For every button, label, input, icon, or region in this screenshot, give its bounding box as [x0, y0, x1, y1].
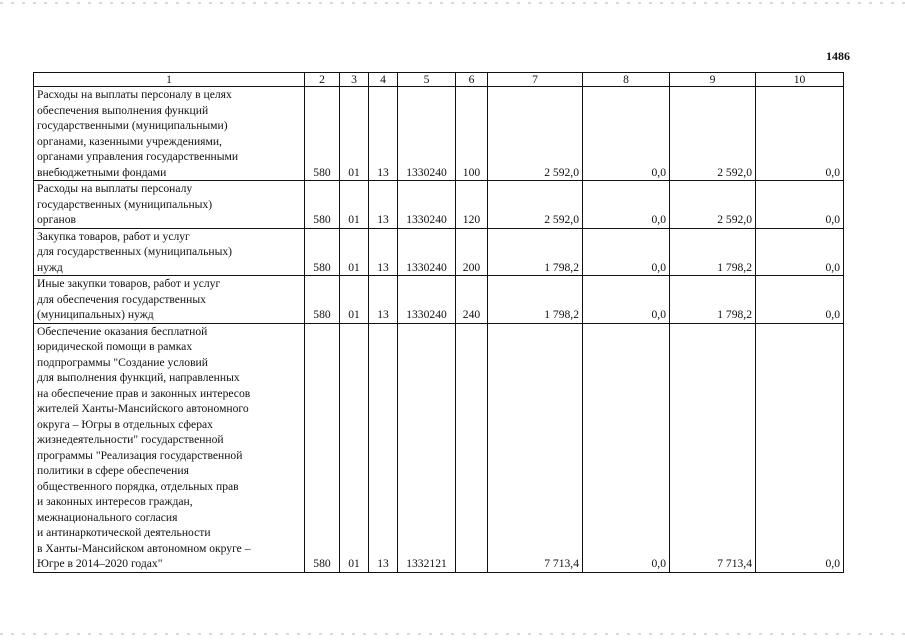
- expense-name-line: Закупка товаров, работ и услуг: [37, 229, 190, 243]
- expense-name-line: на обеспечение прав и законных интересов: [37, 386, 251, 400]
- expense-name-cell: [34, 323, 305, 572]
- expense-name-line: (муниципальных) нужд: [37, 308, 154, 321]
- amount-col9-cell: 1 798,2: [670, 228, 756, 276]
- expense-name-line: государственных (муниципальных): [37, 197, 213, 211]
- amount-total-cell: 1 798,2: [488, 276, 583, 324]
- amount-col8-cell: 0,0: [583, 87, 670, 181]
- amount-col10-cell: 0,0: [756, 276, 844, 324]
- expense-name-line: обеспечения выполнения функций: [37, 103, 209, 117]
- subsection-code-cell: 13: [369, 323, 398, 572]
- column-header: 1: [34, 73, 305, 87]
- section-code-cell: 01: [340, 228, 369, 276]
- amount-total-cell: 2 592,0: [488, 87, 583, 181]
- expense-name-line: Расходы на выплаты персоналу в целях: [37, 88, 232, 101]
- section-code-cell: 01: [340, 181, 369, 229]
- expense-name-cell: [34, 228, 305, 276]
- expense-name-line: внебюджетными фондами: [37, 165, 167, 179]
- amount-col9-cell: 2 592,0: [670, 181, 756, 229]
- column-header: 10: [756, 73, 844, 87]
- header-row: [34, 73, 844, 87]
- admin-code-cell: 580: [305, 276, 340, 324]
- expense-name-line: для выполнения функций, направленных: [37, 371, 240, 384]
- expense-name-line: и антинаркотической деятельности: [37, 526, 211, 539]
- subsection-code-cell: 13: [369, 276, 398, 324]
- amount-total-cell: 2 592,0: [488, 181, 583, 229]
- amount-total-cell: 1 798,2: [488, 228, 583, 276]
- expense-name-line: в Ханты-Мансийском автономном округе –: [37, 541, 251, 555]
- expense-name-line: Иные закупки товаров, работ и услуг: [37, 277, 221, 290]
- expense-name-line: общественного порядка, отдельных прав: [37, 479, 239, 493]
- expense-name-line: межнационального согласия: [37, 510, 178, 524]
- target-article-cell: 1332121: [398, 323, 456, 572]
- amount-col9-cell: 7 713,4: [670, 323, 756, 572]
- expense-name-line: для обеспечения государственных: [37, 292, 206, 306]
- expense-name-cell: [34, 181, 305, 229]
- amount-col10-cell: 0,0: [756, 228, 844, 276]
- column-header: 2: [305, 73, 340, 87]
- subsection-code-cell: 13: [369, 87, 398, 181]
- expense-name-line: нужд: [37, 260, 63, 274]
- column-header: 4: [369, 73, 398, 87]
- scan-artifact-bottom: [0, 633, 905, 635]
- table-row: [34, 228, 844, 276]
- admin-code-cell: 580: [305, 87, 340, 181]
- column-header: 6: [456, 73, 488, 87]
- column-header: 3: [340, 73, 369, 87]
- section-code-cell: 01: [340, 87, 369, 181]
- expense-name-line: Обеспечение оказания бесплатной: [37, 324, 208, 338]
- table-row: [34, 276, 844, 324]
- amount-col10-cell: 0,0: [756, 87, 844, 181]
- amount-col8-cell: 0,0: [583, 276, 670, 324]
- expense-name-line: органами управления государственными: [37, 150, 239, 163]
- column-header: 7: [488, 73, 583, 87]
- amount-col8-cell: 0,0: [583, 228, 670, 276]
- column-header: 9: [670, 73, 756, 87]
- expense-name-line: Расходы на выплаты персоналу: [37, 182, 193, 195]
- expense-type-cell: 120: [456, 181, 488, 229]
- column-header: 8: [583, 73, 670, 87]
- table-row: [34, 323, 844, 572]
- expense-name-line: округа – Югры в отдельных сферах: [37, 417, 213, 431]
- target-article-cell: 1330240: [398, 276, 456, 324]
- amount-col10-cell: 0,0: [756, 181, 844, 229]
- amount-col9-cell: 1 798,2: [670, 276, 756, 324]
- amount-col8-cell: 0,0: [583, 181, 670, 229]
- target-article-cell: 1330240: [398, 181, 456, 229]
- admin-code-cell: 580: [305, 181, 340, 229]
- expense-name-line: органами, казенными учреждениями,: [37, 134, 222, 148]
- expense-type-cell: 200: [456, 228, 488, 276]
- expense-name-line: органов: [37, 213, 76, 226]
- expense-type-cell: [456, 323, 488, 572]
- amount-total-cell: 7 713,4: [488, 323, 583, 572]
- target-article-cell: 1330240: [398, 87, 456, 181]
- amount-col8-cell: 0,0: [583, 323, 670, 572]
- section-code-cell: 01: [340, 276, 369, 324]
- expense-name-line: юридической помощи в рамках: [37, 340, 193, 353]
- expense-name-line: подпрограммы "Создание условий: [37, 355, 208, 369]
- expense-name-line: государственными (муниципальными): [37, 119, 228, 132]
- expense-name-line: жителей Ханты-Мансийского автономного: [37, 402, 249, 415]
- expense-name-cell: [34, 87, 305, 181]
- expense-name-line: жизнедеятельности" государственной: [37, 433, 224, 446]
- amount-col9-cell: 2 592,0: [670, 87, 756, 181]
- subsection-code-cell: 13: [369, 228, 398, 276]
- admin-code-cell: 580: [305, 323, 340, 572]
- expense-name-line: политики в сфере обеспечения: [37, 464, 189, 477]
- subsection-code-cell: 13: [369, 181, 398, 229]
- expense-type-cell: 240: [456, 276, 488, 324]
- expense-type-cell: 100: [456, 87, 488, 181]
- section-code-cell: 01: [340, 323, 369, 572]
- expense-name-line: и законных интересов граждан,: [37, 495, 193, 508]
- expense-name-line: Югре в 2014–2020 годах": [37, 557, 163, 570]
- table-row: [34, 181, 844, 229]
- page-number: 1486: [826, 49, 850, 63]
- amount-col10-cell: 0,0: [756, 323, 844, 572]
- column-header: 5: [398, 73, 456, 87]
- admin-code-cell: 580: [305, 228, 340, 276]
- expense-name-line: для государственных (муниципальных): [37, 245, 233, 258]
- budget-table: [33, 72, 844, 573]
- expense-name-line: программы "Реализация государственной: [37, 448, 243, 462]
- table-row: [34, 87, 844, 181]
- expense-name-cell: [34, 276, 305, 324]
- target-article-cell: 1330240: [398, 228, 456, 276]
- scan-artifact-top: [0, 2, 905, 4]
